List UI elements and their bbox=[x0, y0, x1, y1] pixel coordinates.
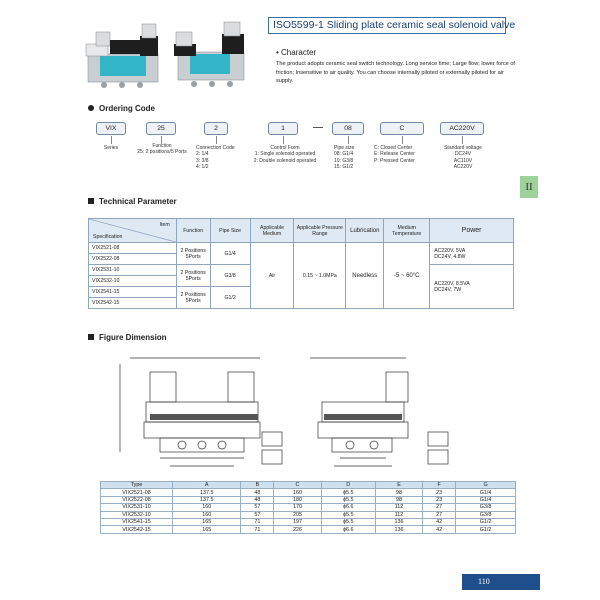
technical-parameter-heading-text: Technical Parameter bbox=[99, 197, 177, 206]
pipe-size-cell: G1/2 bbox=[210, 287, 250, 309]
cell: 165 bbox=[173, 518, 241, 525]
character-heading-text: Character bbox=[281, 48, 317, 57]
cell: 160 bbox=[173, 504, 241, 511]
cell: 205 bbox=[274, 511, 321, 518]
specification-label: Specification bbox=[93, 234, 123, 240]
cell: 197 bbox=[274, 518, 321, 525]
table-row bbox=[101, 489, 516, 496]
dim-col-b: B bbox=[241, 482, 274, 489]
cell: ϕ5.5 bbox=[321, 496, 375, 503]
pressure-cell: 0.15 ~ 1.0MPa bbox=[294, 243, 346, 309]
figure-dimension-heading bbox=[88, 333, 167, 342]
code-connector bbox=[402, 136, 403, 144]
technical-parameter-table bbox=[88, 218, 514, 309]
cell: 57 bbox=[241, 504, 274, 511]
dimension-table bbox=[100, 481, 516, 534]
code-dash bbox=[313, 127, 323, 128]
cell: 98 bbox=[375, 496, 422, 503]
lubrication-cell: Needless bbox=[346, 243, 384, 309]
cell: 48 bbox=[241, 489, 274, 496]
dimension-drawing bbox=[110, 346, 450, 472]
code-connector bbox=[216, 136, 217, 144]
cell: G1/4 bbox=[456, 496, 516, 503]
pipe-size-cell: G3/8 bbox=[210, 265, 250, 287]
ordering-code-heading-text: Ordering Code bbox=[99, 104, 156, 113]
cell: G3/8 bbox=[456, 511, 516, 518]
spec-cell: VIX2521-08 bbox=[89, 243, 177, 254]
dim-col-g: G bbox=[456, 482, 516, 489]
code-box-function: 25 bbox=[146, 122, 176, 135]
spec-header bbox=[89, 219, 177, 243]
bullet-icon bbox=[88, 105, 94, 111]
cell: ϕ6.6 bbox=[321, 504, 375, 511]
code-connector bbox=[348, 136, 349, 144]
code-label-pipe-size: Pipe size 08: G1/4 10: G3/8 15: G1/2 bbox=[334, 145, 355, 171]
cell: VIX2531-10 bbox=[101, 504, 173, 511]
table-row bbox=[101, 511, 516, 518]
cell: 23 bbox=[423, 496, 456, 503]
dim-col-f: F bbox=[423, 482, 456, 489]
character-heading bbox=[276, 48, 316, 57]
cell: VIX2542-15 bbox=[101, 526, 173, 533]
dim-col-c: C bbox=[274, 482, 321, 489]
table-row bbox=[101, 518, 516, 525]
dim-col-d: D bbox=[321, 482, 375, 489]
technical-parameter-heading bbox=[88, 197, 177, 206]
cell: G1/4 bbox=[456, 489, 516, 496]
col-lubrication: Lubrication bbox=[346, 219, 384, 243]
table-row bbox=[101, 526, 516, 533]
cell: 165 bbox=[173, 526, 241, 533]
cell: 170 bbox=[274, 504, 321, 511]
cell: 112 bbox=[375, 511, 422, 518]
cell: 180 bbox=[274, 496, 321, 503]
code-label-voltage: Standard voltage DC24V AC110V AC220V bbox=[444, 145, 482, 171]
code-box-pipe-size: 08 bbox=[332, 122, 364, 135]
function-cell: 2 Positions 5Ports bbox=[176, 287, 210, 309]
col-pipe-size: Pipe Size bbox=[210, 219, 250, 243]
col-power: Power bbox=[430, 219, 514, 243]
cell: VIX2541-15 bbox=[101, 518, 173, 525]
cell: 112 bbox=[375, 504, 422, 511]
cell: ϕ5.5 bbox=[321, 511, 375, 518]
code-box-series: VIX bbox=[96, 122, 126, 135]
cell: 71 bbox=[241, 518, 274, 525]
function-cell: 2 Positions 5Ports bbox=[176, 265, 210, 287]
spec-cell: VIX2541-15 bbox=[89, 287, 177, 298]
code-label-center: C: Closed Center E: Release Center P: Pressed Center bbox=[374, 145, 415, 164]
code-connector bbox=[283, 136, 284, 144]
cell: 137.5 bbox=[173, 496, 241, 503]
code-label-control: Control Form 1: Single solenoid operated 2: Double solenoid operated bbox=[253, 145, 317, 164]
cell: 160 bbox=[173, 511, 241, 518]
cell: 23 bbox=[423, 489, 456, 496]
cell: ϕ5.5 bbox=[321, 518, 375, 525]
cell: 136 bbox=[375, 518, 422, 525]
cell: VIX2521-08 bbox=[101, 489, 173, 496]
medium-cell: Air bbox=[250, 243, 294, 309]
table-row bbox=[101, 496, 516, 503]
cell: ϕ6.6 bbox=[321, 526, 375, 533]
temperature-cell: -5 ~ 60°C bbox=[384, 243, 430, 309]
cell: 27 bbox=[423, 504, 456, 511]
cell: G3/8 bbox=[456, 504, 516, 511]
square-bullet-icon bbox=[88, 198, 94, 204]
col-function: Function bbox=[176, 219, 210, 243]
item-label: Item bbox=[159, 222, 170, 228]
cell: G1/2 bbox=[456, 526, 516, 533]
code-label-function: Function 25: 2 positions/5 Ports bbox=[137, 143, 187, 156]
page-number: 110 bbox=[462, 574, 540, 590]
dim-col-a: A bbox=[173, 482, 241, 489]
cell: VIX2532-10 bbox=[101, 511, 173, 518]
character-description: The product adopts ceramic seal switch technology. Long service time; Large flow; lower force of friction; Insensitive to air quality. You can choose internally piloted or externally piloted for air supply. bbox=[276, 61, 515, 85]
code-box-connection: 2 bbox=[204, 122, 228, 135]
spec-cell: VIX2532-10 bbox=[89, 276, 177, 287]
cell: 136 bbox=[375, 526, 422, 533]
page-title: ISO5599-1 Sliding plate ceramic seal solenoid valve bbox=[268, 17, 506, 34]
dim-col-type: Type bbox=[101, 482, 173, 489]
power-cell: AC220V, 8.5VA DC24V, 7W bbox=[430, 265, 514, 309]
col-temperature: Medium Temperature bbox=[384, 219, 430, 243]
section-tab: II bbox=[520, 176, 538, 198]
code-label-series: Series bbox=[103, 145, 119, 151]
cell: 160 bbox=[274, 489, 321, 496]
power-cell: AC220V, 5VA DC24V, 4.8W bbox=[430, 243, 514, 265]
table-row bbox=[101, 504, 516, 511]
code-box-control: 1 bbox=[268, 122, 298, 135]
product-photo bbox=[82, 14, 252, 92]
code-connector bbox=[462, 136, 463, 144]
cell: G1/2 bbox=[456, 518, 516, 525]
ordering-code-heading bbox=[88, 104, 155, 113]
cell: 48 bbox=[241, 496, 274, 503]
cell: 27 bbox=[423, 511, 456, 518]
cell: 226 bbox=[274, 526, 321, 533]
code-box-voltage: AC220V bbox=[440, 122, 484, 135]
col-pressure: Applicable Pressure Range bbox=[294, 219, 346, 243]
cell: 137.5 bbox=[173, 489, 241, 496]
cell: 57 bbox=[241, 511, 274, 518]
cell: ϕ5.5 bbox=[321, 489, 375, 496]
spec-cell: VIX2531-10 bbox=[89, 265, 177, 276]
cell: 42 bbox=[423, 526, 456, 533]
cell: 42 bbox=[423, 518, 456, 525]
figure-dimension-heading-text: Figure Dimension bbox=[99, 333, 167, 342]
cell: 98 bbox=[375, 489, 422, 496]
bullet-icon: • bbox=[276, 48, 282, 57]
pipe-size-cell: G1/4 bbox=[210, 243, 250, 265]
cell: 71 bbox=[241, 526, 274, 533]
spec-cell: VIX2522-08 bbox=[89, 254, 177, 265]
square-bullet-icon bbox=[88, 334, 94, 340]
cell: VIX2522-08 bbox=[101, 496, 173, 503]
col-medium: Applicable Medium bbox=[250, 219, 294, 243]
code-label-connection: Connection Code 2: 1/4 3: 3/8 4: 1/2 bbox=[196, 145, 235, 171]
function-cell: 2 Positions 5Ports bbox=[176, 243, 210, 265]
dim-col-e: E bbox=[375, 482, 422, 489]
code-connector bbox=[111, 136, 112, 144]
code-box-center: C bbox=[380, 122, 424, 135]
spec-cell: VIX2542-15 bbox=[89, 298, 177, 309]
